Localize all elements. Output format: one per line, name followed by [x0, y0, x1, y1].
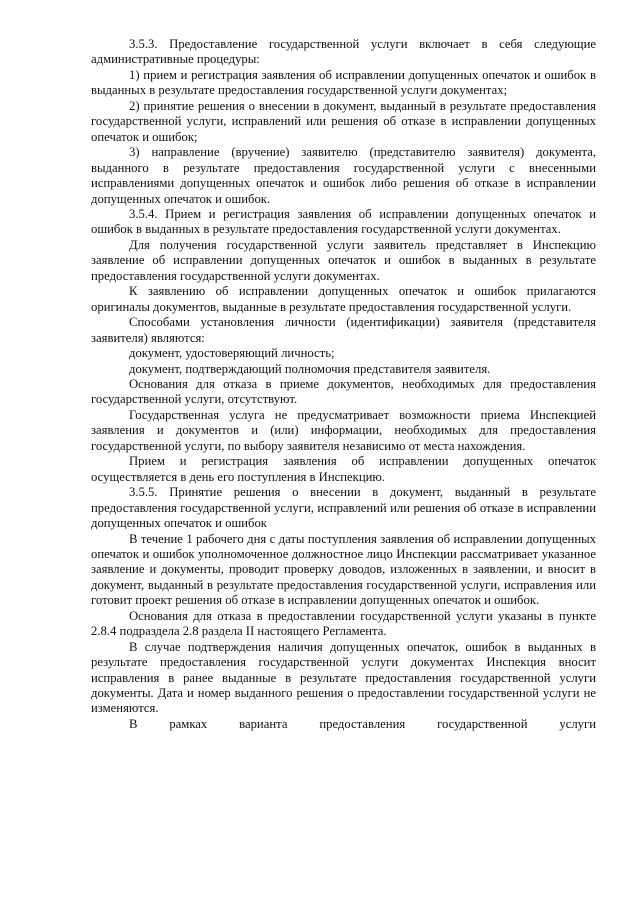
paragraph-review-period: В течение 1 рабочего дня с даты поступления заявления об исправлении допущенных опечаток и ошибок уполномоченное должностное лицо Инспекции рассматривает указанное заявление и документы, проводит проверку доводов, изложенных в заявлении, и вносит в документ, выданный в результате предоставления государственной услуги, исправления или готовит проект решения об отказе в исправлении допущенных опечаток и ошибок. — [91, 531, 596, 608]
paragraph-application-submission: Для получения государственной услуги заявитель представляет в Инспекцию заявление об исправлении допущенных опечаток и ошибок в выданных в результате предоставления государственной услуги документах. — [91, 237, 596, 283]
paragraph-corrections: В случае подтверждения наличия допущенных опечаток, ошибок в выданных в результате предоставления государственной услуги документах Инспекция вносит исправления в ранее выданные в результате предоставления государственной услуги документы. Дата и номер выданного решения о предоставлении государственной услуги не изменяются. — [91, 639, 596, 716]
list-item-procedure-1: 1) прием и регистрация заявления об исправлении допущенных опечаток и ошибок в выданных в результате предоставления государственной услуги документах; — [91, 67, 596, 98]
paragraph-extraterritorial: Государственная услуга не предусматривает возможности приема Инспекцией заявления и документов и (или) информации, необходимых для предоставления государственной услуги, по выбору заявителя независимо от места нахождения. — [91, 407, 596, 453]
list-item-procedure-3: 3) направление (вручение) заявителю (представителю заявителя) документа, выданного в результате предоставления государственной услуги с внесенными исправлениями допущенных опечаток и ошибок либо решения об отказе в исправлении допущенных опечаток и ошибок. — [91, 145, 596, 206]
paragraph-3-5-3: 3.5.3. Предоставление государственной услуги включает в себя следующие административные процедуры: — [91, 37, 596, 67]
paragraph-variant-truncated: В рамках варианта предоставления государственной услуги — [129, 716, 596, 731]
paragraph-attachments: К заявлению об исправлении допущенных опечаток и ошибок прилагаются оригиналы документов, выданные в результате предоставления государственной услуги. — [91, 284, 596, 314]
list-item-procedure-2: 2) принятие решения о внесении в документ, выданный в результате предоставления государственной услуги, исправлений или решения об отказе в исправлении допущенных опечаток и ошибок; — [91, 98, 596, 144]
list-item-authority-document: документ, подтверждающий полномочия представителя заявителя. — [129, 361, 491, 376]
paragraph-identification-methods: Способами установления личности (идентификации) заявителя (представителя заявителя) являются: — [91, 315, 596, 345]
paragraph-registration-day: Прием и регистрация заявления об исправлении допущенных опечаток осуществляется в день его поступления в Инспекцию. — [91, 454, 596, 484]
paragraph-refusal-reference: Основания для отказа в предоставлении государственной услуги указаны в пункте 2.8.4 подраздела 2.8 раздела II настоящего Регламента. — [91, 608, 596, 639]
paragraph-3-5-4: 3.5.4. Прием и регистрация заявления об исправлении допущенных опечаток и ошибок в выданных в результате предоставления государственной услуги документах. — [91, 206, 596, 237]
list-item-identity-document: документ, удостоверяющий личность; — [129, 346, 335, 361]
paragraph-3-5-5: 3.5.5. Принятие решения о внесении в документ, выданный в результате предоставления государственной услуги, исправлений или решения об отказе в исправлении допущенных опечаток и ошибок — [91, 485, 596, 531]
paragraph-refusal-grounds: Основания для отказа в приеме документов, необходимых для предоставления государственной услуги, отсутствуют. — [91, 376, 596, 407]
